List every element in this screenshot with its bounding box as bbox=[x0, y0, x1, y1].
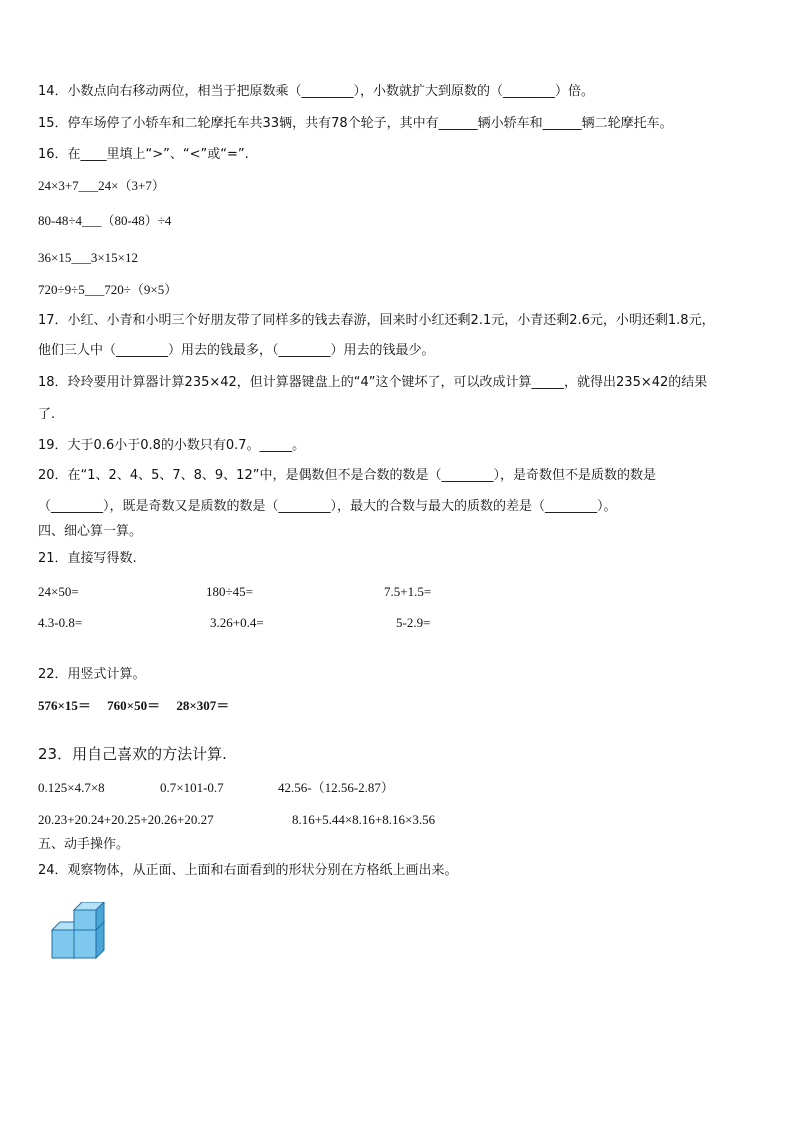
question-16-item-1: 24×3+7___24×（3+7） bbox=[38, 178, 165, 193]
oral-calc-1: 24×50= bbox=[38, 584, 79, 599]
question-16-item-2: 80-48÷4___（80-48）÷4 bbox=[38, 213, 172, 228]
calc-23-3: 42.56-（12.56-2.87） bbox=[278, 780, 394, 795]
section-5-heading: 五、动手操作。 bbox=[38, 837, 130, 852]
calc-23-2: 0.7×101-0.7 bbox=[160, 780, 224, 795]
question-18-line-2: 了. bbox=[38, 407, 56, 422]
question-22-stem: 22．用竖式计算。 bbox=[38, 667, 146, 682]
question-23-stem: 23．用自己喜欢的方法计算. bbox=[38, 745, 227, 763]
question-14: 14．小数点向右移动两位，相当于把原数乘（________），小数就扩大到原数的（________）倍。 bbox=[38, 84, 595, 99]
cube-top-right bbox=[74, 902, 104, 930]
question-16-stem: 16．在____里填上“>”、“<”或“=”. bbox=[38, 147, 249, 162]
calc-23-1: 0.125×4.7×8 bbox=[38, 780, 105, 795]
question-18-line-1: 18．玲玲要用计算器计算235×42，但计算器键盘上的“4”这个键坏了，可以改成计算_____，就得出235×42的结果 bbox=[38, 375, 708, 390]
cube-stack-figure bbox=[44, 902, 108, 964]
question-17-line-1: 17．小红、小青和小明三个好朋友带了同样多的钱去春游，回来时小红还剩2.1元，小青还剩2.6元，小明还剩1.8元， bbox=[38, 313, 715, 328]
oral-calc-6: 5-2.9= bbox=[396, 615, 431, 630]
question-19: 19．大于0.6小于0.8的小数只有0.7。_____。 bbox=[38, 438, 306, 453]
question-24: 24．观察物体，从正面、上面和右面看到的形状分别在方格纸上画出来。 bbox=[38, 863, 458, 878]
question-22-items: 576×15＝ 760×50＝ 28×307＝ bbox=[38, 698, 230, 713]
oral-calc-4: 4.3-0.8= bbox=[38, 615, 83, 630]
oral-calc-3: 7.5+1.5= bbox=[384, 584, 432, 599]
oral-calc-5: 3.26+0.4= bbox=[210, 615, 264, 630]
oral-calc-2: 180÷45= bbox=[206, 584, 253, 599]
calc-23-4: 20.23+20.24+20.25+20.26+20.27 bbox=[38, 812, 214, 827]
question-21-stem: 21．直接写得数. bbox=[38, 551, 137, 566]
question-16-item-3: 36×15___3×15×12 bbox=[38, 250, 138, 265]
calc-23-5: 8.16+5.44×8.16+8.16×3.56 bbox=[292, 812, 436, 827]
question-16-item-4: 720÷9÷5___720÷（9×5） bbox=[38, 282, 178, 297]
section-4-heading: 四、细心算一算。 bbox=[38, 524, 143, 539]
question-17-line-2: 他们三人中（________）用去的钱最多，（________）用去的钱最少。 bbox=[38, 343, 435, 358]
question-15: 15．停车场停了小轿车和二轮摩托车共33辆，共有78个轮子，其中有______辆小轿车和______辆二轮摩托车。 bbox=[38, 116, 673, 131]
question-20-line-2: （________），既是奇数又是质数的数是（________），最大的合数与最大的质数的差是（________）。 bbox=[38, 499, 617, 514]
question-20-line-1: 20．在“1、2、4、5、7、8、9、12”中，是偶数但不是合数的数是（________），是奇数但不是质数的数是 bbox=[38, 468, 656, 483]
